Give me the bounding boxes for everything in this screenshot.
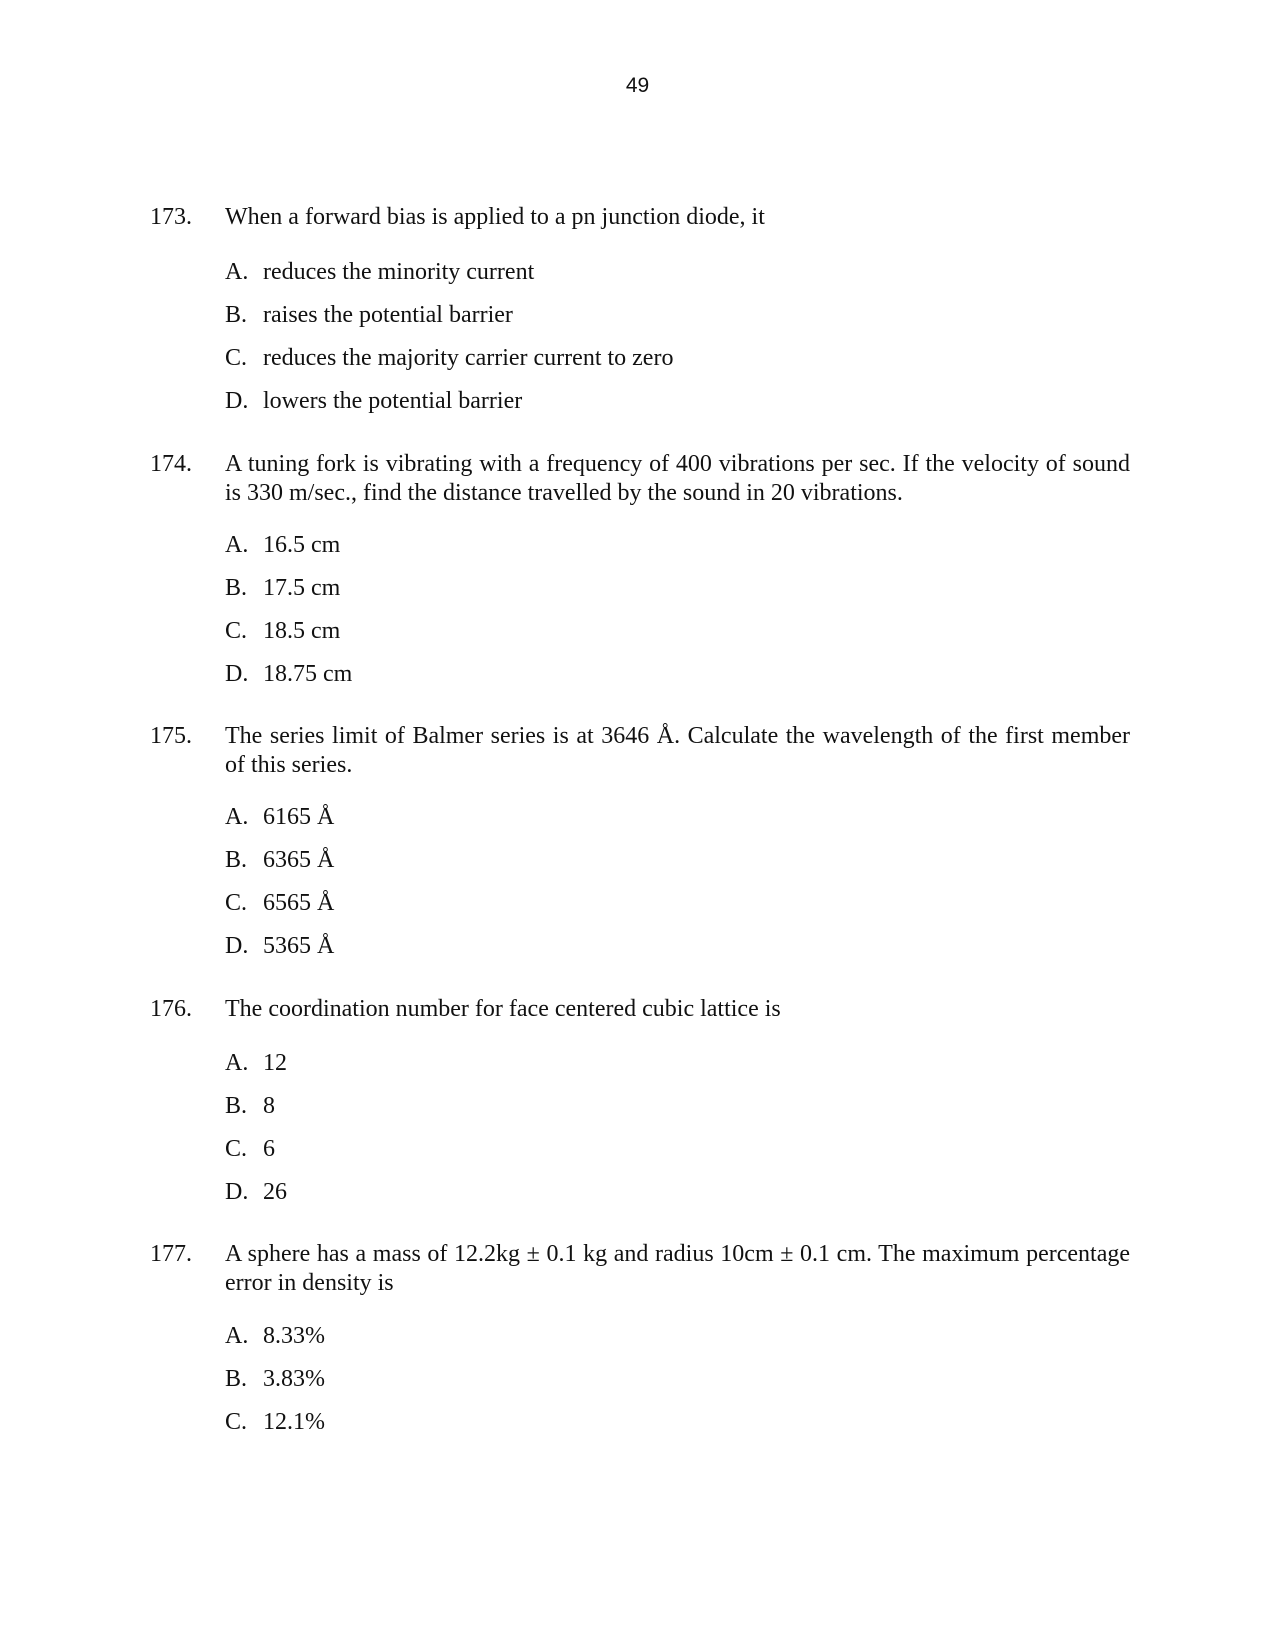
option-letter: B.	[225, 575, 248, 601]
option-c	[225, 1135, 287, 1178]
option-b	[225, 846, 334, 889]
option-letter: D.	[225, 388, 249, 414]
option-a	[225, 531, 352, 574]
option-d	[225, 387, 673, 430]
option-letter: A.	[225, 1050, 249, 1076]
option-letter: D.	[225, 661, 249, 687]
option-c	[225, 1408, 325, 1451]
option-b	[225, 1365, 325, 1408]
option-letter: A.	[225, 259, 249, 285]
option-a	[225, 258, 673, 301]
option-letter: B.	[225, 302, 248, 328]
option-c	[225, 889, 334, 932]
option-text: reduces the minority current	[263, 259, 535, 285]
page-number: 49	[625, 74, 650, 97]
option-list	[225, 1322, 325, 1451]
option-letter: C.	[225, 1136, 248, 1162]
option-text: raises the potential barrier	[263, 302, 513, 328]
option-letter: A.	[225, 532, 249, 558]
option-text: 12.1%	[263, 1409, 325, 1435]
option-text: 8	[263, 1093, 275, 1119]
option-letter: B.	[225, 847, 248, 873]
option-a	[225, 1322, 325, 1365]
question-text: The series limit of Balmer series is at 3646 Å. Calculate the wavelength of the first member of this series.	[225, 723, 1130, 778]
option-letter: C.	[225, 345, 248, 371]
option-text: 6365 Å	[263, 847, 335, 873]
option-letter: D.	[225, 933, 249, 959]
option-text: 16.5 cm	[263, 532, 341, 558]
option-list	[225, 803, 334, 975]
option-a	[225, 803, 334, 846]
option-d	[225, 1178, 287, 1221]
option-text: 12	[263, 1050, 287, 1076]
option-letter: B.	[225, 1366, 248, 1392]
option-letter: C.	[225, 1409, 248, 1435]
option-text: 8.33%	[263, 1323, 325, 1349]
question-text: A tuning fork is vibrating with a frequency of 400 vibrations per sec. If the velocity of sound is 330 m/sec., find the distance travelled by the sound in 20 vibrations.	[225, 451, 1130, 506]
option-text: 3.83%	[263, 1366, 325, 1392]
option-letter: A.	[225, 804, 249, 830]
option-text: 6565 Å	[263, 890, 335, 916]
option-letter: C.	[225, 890, 248, 916]
option-text: reduces the majority carrier current to zero	[263, 345, 674, 371]
option-list	[225, 531, 352, 703]
question-number: 174.	[150, 451, 192, 477]
option-text: 18.5 cm	[263, 618, 341, 644]
option-text: 5365 Å	[263, 933, 335, 959]
option-list	[225, 1049, 287, 1221]
option-text: 6	[263, 1136, 275, 1162]
option-letter: D.	[225, 1179, 249, 1205]
question-text: A sphere has a mass of 12.2kg ± 0.1 kg and radius 10cm ± 0.1 cm. The maximum percentage error in density is	[225, 1241, 1130, 1296]
option-d	[225, 660, 352, 703]
option-b	[225, 574, 352, 617]
question-number: 177.	[150, 1241, 192, 1267]
option-text: 26	[263, 1179, 287, 1205]
option-c	[225, 617, 352, 660]
option-c	[225, 344, 673, 387]
option-text: 18.75 cm	[263, 661, 353, 687]
option-a	[225, 1049, 287, 1092]
option-letter: B.	[225, 1093, 248, 1119]
option-text: 17.5 cm	[263, 575, 341, 601]
option-b	[225, 1092, 287, 1135]
question-number: 173.	[150, 204, 192, 230]
question-text: When a forward bias is applied to a pn junction diode, it	[225, 204, 765, 230]
question-number: 176.	[150, 996, 192, 1022]
option-b	[225, 301, 673, 344]
option-d	[225, 932, 334, 975]
option-letter: C.	[225, 618, 248, 644]
option-text: lowers the potential barrier	[263, 388, 523, 414]
question-text: The coordination number for face centered cubic lattice is	[225, 996, 781, 1022]
option-list	[225, 258, 673, 430]
option-letter: A.	[225, 1323, 249, 1349]
question-number: 175.	[150, 723, 192, 749]
option-text: 6165 Å	[263, 804, 335, 830]
